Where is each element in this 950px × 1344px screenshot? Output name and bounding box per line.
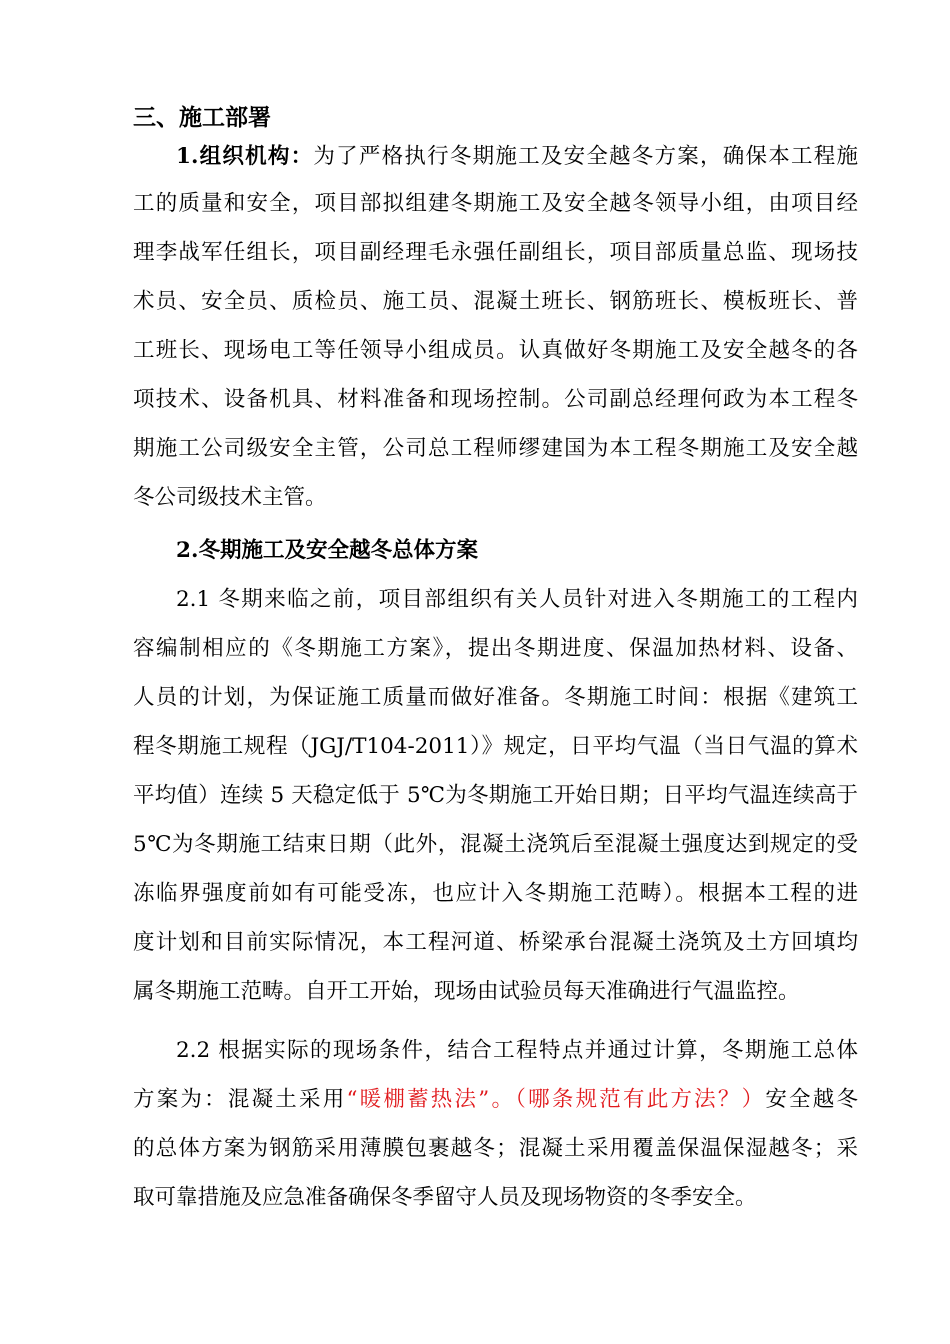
org-paragraph-line: 工的质量和安全，项目部拟组建冬期施工及安全越冬领导小组，由项目经	[133, 191, 858, 216]
p22-line: 取可靠措施及应急准备确保冬季留守人员及现场物资的冬季安全。	[133, 1185, 757, 1210]
p22-line	[133, 1085, 858, 1115]
org-paragraph-line: 理李战军任组长，项目副经理毛永强任副组长，项目部质量总监、现场技	[133, 240, 858, 265]
p22-text: 安全越冬	[765, 1087, 858, 1112]
highlight-comment: “暖棚蓄热法”。（哪条规范有此方法？）	[346, 1087, 766, 1112]
p22-line: 的总体方案为钢筋采用薄膜包裹越冬；混凝土采用覆盖保温保湿越冬；采	[133, 1136, 858, 1161]
p21-line: 容编制相应的《冬期施工方案》，提出冬期进度、保温加热材料、设备、	[133, 636, 858, 661]
plan-title: 2.冬期施工及安全越冬总体方案	[176, 538, 478, 563]
p21-line: 人员的计划，为保证施工质量而做好准备。冬期施工时间：根据《建筑工	[133, 685, 858, 710]
org-paragraph-line: 项技术、设备机具、材料准备和现场控制。公司副总经理何政为本工程冬	[133, 387, 858, 412]
p21-line: 度计划和目前实际情况，本工程河道、桥梁承台混凝土浇筑及土方回填均	[133, 930, 858, 955]
p21-line: 平均值）连续 5 天稳定低于 5℃为冬期施工开始日期；日平均气温连续高于	[133, 783, 858, 808]
section-title: 三、施工部署	[133, 104, 271, 131]
p22-text: 方案为：混凝土采用	[133, 1087, 347, 1112]
org-paragraph-line: 工班长、现场电工等任领导小组成员。认真做好冬期施工及安全越冬的各	[133, 338, 858, 363]
org-paragraph-line: 术员、安全员、质检员、施工员、混凝土班长、钢筋班长、模板班长、普	[133, 289, 858, 314]
p22-line: 2.2 根据实际的现场条件，结合工程特点并通过计算，冬期施工总体	[176, 1038, 858, 1063]
org-paragraph-line: 期施工公司级安全主管，公司总工程师缪建国为本工程冬期施工及安全越	[133, 436, 858, 461]
p21-line: 5℃为冬期施工结束日期（此外，混凝土浇筑后至混凝土强度达到规定的受	[133, 832, 858, 857]
org-label: 1.组织机构：	[176, 144, 314, 169]
org-paragraph-line: 冬公司级技术主管。	[133, 485, 327, 510]
org-paragraph-line	[176, 142, 858, 172]
p21-line: 属冬期施工范畴。自开工开始，现场由试验员每天准确进行气温监控。	[133, 979, 800, 1004]
p21-line: 2.1 冬期来临之前，项目部组织有关人员针对进入冬期施工的工程内	[176, 587, 858, 612]
org-line-text: 为了严格执行冬期施工及安全越冬方案，确保本工程施	[313, 144, 858, 169]
p21-line: 程冬期施工规程（JGJ/T104-2011）》规定，日平均气温（当日气温的算术	[133, 734, 858, 759]
p21-line: 冻临界强度前如有可能受冻，也应计入冬期施工范畴）。根据本工程的进	[133, 881, 858, 906]
